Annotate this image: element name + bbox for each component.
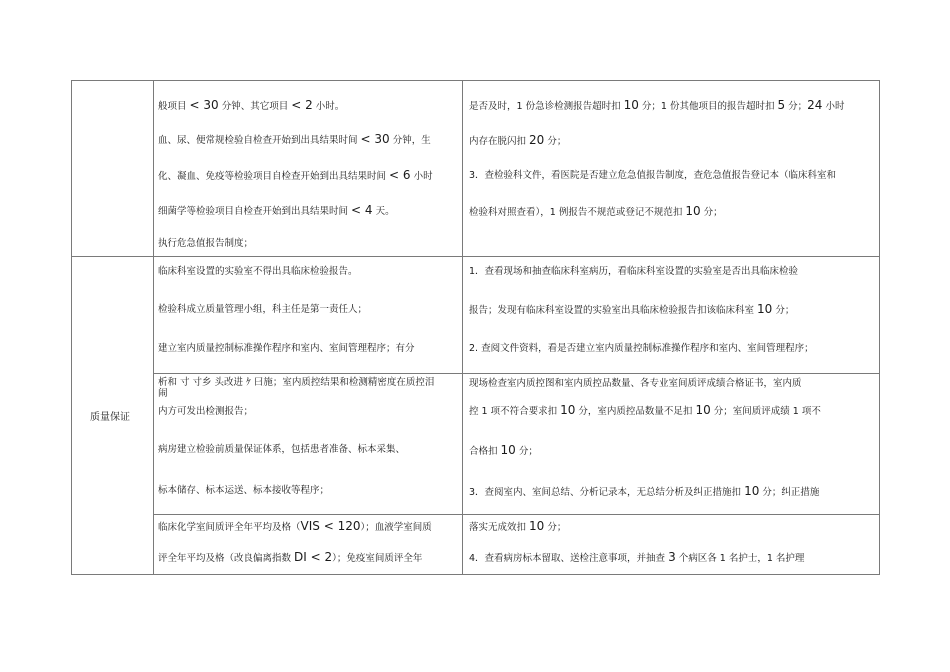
text-segment: 临床化学室间质评全年平均及格（ [158, 522, 301, 533]
numeric-value: 3 [668, 550, 676, 564]
text-segment: 1．查看现场和抽查临床科室病历，看临床科室设置的实验室是否出具临床检验 [469, 266, 799, 277]
requirement-text [158, 388, 168, 400]
scoring-text [469, 485, 819, 499]
text-segment: 分；室间质评成绩 1 项不 [710, 406, 821, 417]
text-segment: 现场检查室内质控图和室内质控品数量、各专业室间质评成绩合格证书，室内质 [469, 378, 802, 389]
numeric-value: DI < 2 [294, 550, 333, 564]
numeric-value: 10 [685, 204, 701, 218]
numeric-value: 24 [807, 98, 823, 112]
text-segment: 是否及时，1 份急诊检测报告超时扣 [469, 101, 624, 112]
text-segment: 小时 [410, 171, 433, 182]
requirement-text [158, 520, 432, 534]
requirement-text [158, 444, 405, 456]
requirement-text [158, 377, 434, 389]
text-segment: 小时。 [312, 101, 345, 112]
scoring-text [469, 134, 566, 148]
scoring-text [469, 551, 804, 565]
requirements-table [71, 80, 880, 575]
text-segment: 内方可发出检测报告； [158, 406, 254, 417]
scoring-text [469, 378, 802, 390]
numeric-value: 10 [529, 519, 545, 533]
text-segment: 分；纠正措施 [759, 487, 820, 498]
numeric-value: < 30 [360, 132, 390, 146]
text-segment: 报告；发现有临床科室设置的实验室出具临床检验报告扣该临床科室 [469, 305, 758, 316]
text-segment: 天。 [372, 206, 395, 217]
numeric-value: < 4 [351, 203, 373, 217]
numeric-value: VIS < 120 [300, 519, 361, 533]
scoring-text [469, 266, 798, 278]
requirement-text [158, 99, 344, 113]
numeric-value: 20 [529, 133, 545, 147]
row-divider [153, 373, 880, 374]
text-segment: 析和 寸 寸乡 头改进 ｹ 曰施；室内质控结果和检测精密度在质控泪 [158, 377, 435, 388]
text-segment: 细菌学等检验项目自检查开始到出具结果时间 [158, 206, 352, 217]
text-segment: 血、尿、便常规检验自检查开始到出具结果时间 [158, 135, 361, 146]
text-segment: 分；1 份其他项目的报告超时扣 [638, 101, 778, 112]
requirement-text [158, 238, 253, 250]
text-segment: 合格扣 [469, 446, 501, 457]
scoring-text [469, 99, 844, 113]
text-segment: 分； [772, 305, 795, 316]
table-border-top [71, 80, 880, 81]
text-segment: 分钟，生 [389, 135, 431, 146]
requirement-text [158, 266, 358, 278]
text-segment: 标本储存、标本运送、标本接收等程序； [158, 485, 330, 496]
text-segment: 4．查看病房标本留取、送检注意事项，并抽查 [469, 553, 669, 564]
text-segment: 化、凝血、免疫等检验项目自检查开始到出具结果时间 [158, 171, 390, 182]
text-segment: 分； [785, 101, 808, 112]
text-segment: 3．查检验科文件，看医院是否建立危急值报告制度，查危急值报告登记本（临床科室和 [469, 170, 837, 181]
requirement-text [158, 343, 415, 355]
scoring-text [469, 303, 794, 317]
requirement-text [158, 551, 422, 565]
requirement-text [158, 406, 253, 418]
text-segment: 建立室内质量控制标准操作程序和室内、室间管理程序；有分 [158, 343, 415, 354]
text-segment: ）；免疫室间质评全年 [332, 553, 423, 564]
numeric-value: 10 [560, 403, 576, 417]
text-segment: 执行危急值报告制度； [158, 238, 254, 249]
requirement-text [158, 485, 329, 497]
text-segment: 临床科室设置的实验室不得出具临床检验报告。 [158, 266, 358, 277]
numeric-value: 10 [500, 443, 516, 457]
scoring-text [469, 343, 814, 355]
numeric-value: < 6 [389, 168, 411, 182]
text-segment: 闹 [158, 388, 168, 399]
text-segment: 2. 查阅文件资料，看是否建立室内质量控制标准操作程序和室内、室间管理程序； [469, 343, 814, 354]
requirement-text [158, 133, 431, 147]
numeric-value: 10 [623, 98, 639, 112]
text-segment: ）；血液学室间质 [360, 522, 432, 533]
table-border-right [879, 80, 880, 575]
numeric-value: < 2 [291, 98, 313, 112]
row-divider [71, 256, 880, 257]
text-segment: 分； [544, 522, 567, 533]
text-segment: 3．查阅室内、室间总结、分析记录本，无总结分析及纠正措施扣 [469, 487, 745, 498]
table-border-bottom [71, 574, 880, 575]
scoring-text [469, 404, 821, 418]
requirement-text [158, 169, 433, 183]
text-segment: 个病区各 1 名护士，1 名护理 [675, 553, 805, 564]
text-segment: 般项目 [158, 101, 190, 112]
requirement-text [158, 204, 395, 218]
scoring-text [469, 444, 538, 458]
text-segment: 内存在脱闪扣 [469, 136, 530, 147]
text-segment: 小时 [822, 101, 845, 112]
text-segment: 分； [544, 136, 567, 147]
text-segment: 分钟、其它项目 [218, 101, 292, 112]
numeric-value: 10 [744, 484, 760, 498]
numeric-value: 10 [757, 302, 773, 316]
column-divider [462, 80, 463, 575]
numeric-value: 5 [777, 98, 786, 112]
column-divider [153, 80, 154, 575]
numeric-value: 10 [695, 403, 711, 417]
scoring-text [469, 205, 723, 219]
text-segment: 检验科成立质量管理小组，科主任是第一责任人； [158, 304, 368, 315]
text-segment: 分，室内质控品数量不足扣 [575, 406, 696, 417]
scoring-text [469, 170, 836, 182]
text-segment: 分； [515, 446, 538, 457]
scoring-text [469, 520, 566, 534]
table-border-left [71, 80, 72, 575]
row-divider [153, 514, 880, 515]
text-segment: 落实无成效扣 [469, 522, 530, 533]
text-segment: 控 1 项不符合要求扣 [469, 406, 561, 417]
text-segment: 分； [700, 207, 723, 218]
requirement-text [158, 304, 367, 316]
text-segment: 检验科对照查看），1 例报告不规范或登记不规范扣 [469, 207, 686, 218]
numeric-value: < 30 [189, 98, 219, 112]
text-segment: 评全年平均及格（改良偏离指数 [158, 553, 295, 564]
category-label: 质量保证 [90, 412, 130, 423]
text-segment: 病房建立检验前质量保证体系，包括患者准备、标本采集、 [158, 444, 406, 455]
